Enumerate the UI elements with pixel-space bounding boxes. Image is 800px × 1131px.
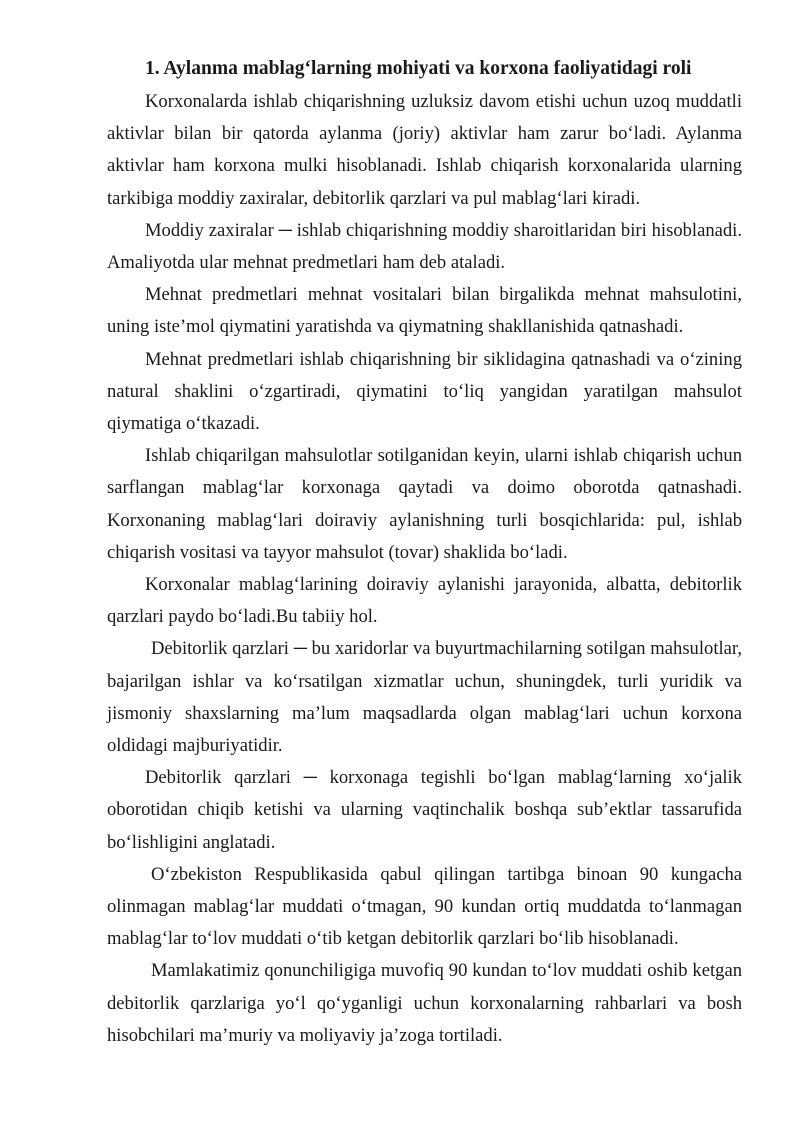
paragraph: Mamlakatimiz qonunchiligiga muvofiq 90 kundan to‘lov muddati oshib ketgan debitorlik qarzlariga yo‘l qo‘yganligi uchun korxonalarning rahbarlari va bosh hisobchilari ma’muriy va moliyaviy ja’zoga tortiladi. [107,960,742,1046]
paragraph: Moddiy zaxiralar ─ ishlab chiqarishning moddiy sharoitlaridan biri hisoblanadi. Amaliyotda ular mehnat predmetlari ham deb ataladi. [107,219,742,274]
paragraph: O‘zbekiston Respublikasida qabul qilingan tartibga binoan 90 kungacha olinmagan mablag‘lar muddati o‘tmagan, 90 kundan ortiq muddatda to‘lanmagan mablag‘lar to‘lov muddati o‘tib ketgan debitorlik qarzlari bo‘lib hisoblanadi. [107,863,742,950]
paragraph: Korxonalar mablag‘larining doiraviy aylanishi jarayonida, albatta, debitorlik qarzlari paydo bo‘ladi.Bu tabiiy hol. [107,574,742,628]
paragraph: Mehnat predmetlari ishlab chiqarishning bir siklidagina qatnashadi va o‘zining natural shaklini o‘zgartiradi, qiymatini to‘liq yangidan yaratilgan mahsulot qiymatiga o‘tkazadi. [107,348,742,435]
document-page [107,56,742,1052]
paragraph: Debitorlik qarzlari ─ korxonaga tegishli bo‘lgan mablag‘larning xo‘jalik oborotidan chiqib ketishi va ularning vaqtinchalik boshqa sub’ektlar tassarufida bo‘lishligini anglatadi. [107,767,742,853]
paragraph: Mehnat predmetlari mehnat vositalari bilan birgalikda mehnat mahsulotini, uning iste’mol qiymatini yaratishda va qiymatning shakllanishida qatnashadi. [107,284,742,338]
section-heading: 1. Aylanma mablag‘larning mohiyati va korxona faoliyatidagi roli [145,58,692,79]
paragraph: Ishlab chiqarilgan mahsulotlar sotilganidan keyin, ularni ishlab chiqarish uchun sarflangan mablag‘lar korxonaga qaytadi va doimo oborotda qatnashadi. Korxonaning mablag‘lari doiraviy aylanishning turli bosqichlarida: pul, ishlab chiqarish vositasi va tayyor mahsulot (tovar) shaklida bo‘ladi. [107,445,742,563]
paragraph: Korxonalarda ishlab chiqarishning uzluksiz davom etishi uchun uzoq muddatli aktivlar bilan bir qatorda aylanma (joriy) aktivlar ham zarur bo‘ladi. Aylanma aktivlar ham korxona mulki hisoblanadi. Ishlab chiqarish korxonalarida ularning tarkibiga moddiy zaxiralar, debitorlik qarzlari va pul mablag‘lari kiradi. [107,91,742,209]
paragraph: Debitorlik qarzlari ─ bu xaridorlar va buyurtmachilarning sotilgan mahsulotlar, bajarilgan ishlar va ko‘rsatilgan xizmatlar uchun, shuningdek, turli yuridik va jismoniy shaxslarning ma’lum maqsadlarda olgan mablag‘lari uchun korxona oldidagi majburiyatidir. [107,638,742,757]
